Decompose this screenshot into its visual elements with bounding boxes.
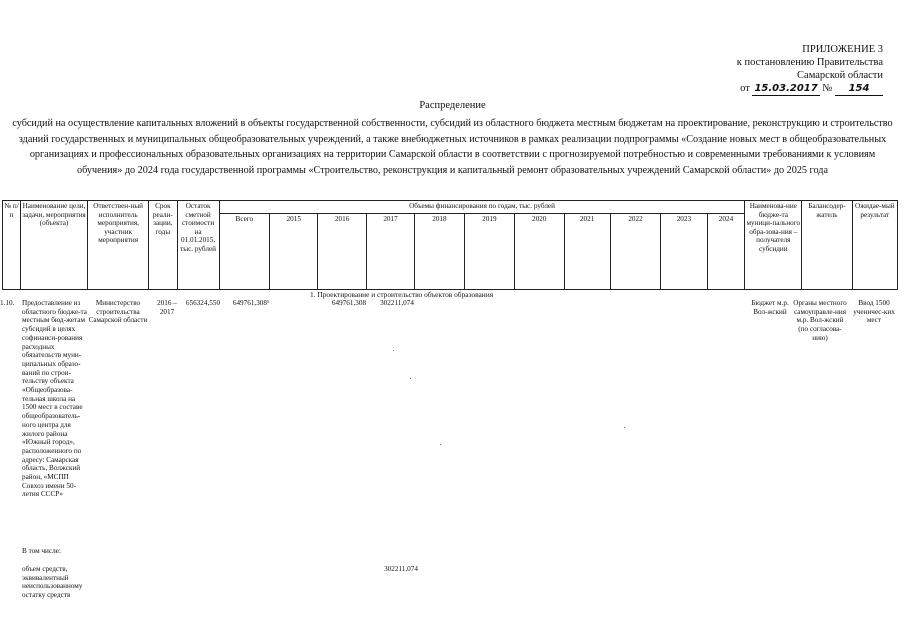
number-prefix: № bbox=[822, 83, 833, 94]
col-year: 2020 bbox=[515, 214, 564, 290]
row-holder: Органы местного самоуправле-ния м.р. Вол-жский (по согласова-нию) bbox=[793, 299, 847, 342]
decree-date: 15.03.2017 bbox=[754, 83, 818, 94]
document-title: Распределение bbox=[419, 100, 486, 111]
section-heading: 1. Проектирование и строительство объектов образования bbox=[310, 290, 494, 299]
col-year: 2017 bbox=[366, 214, 414, 290]
col-term: Срок реали-зации, годы bbox=[149, 201, 177, 290]
col-year: 2019 bbox=[464, 214, 514, 290]
scan-speck bbox=[440, 444, 441, 445]
distribution-table-header bbox=[2, 200, 898, 290]
col-total: Всего bbox=[219, 214, 269, 290]
sub-row-2017: 302211,074 bbox=[384, 565, 418, 573]
col-year: 2018 bbox=[415, 214, 464, 290]
col-year: 2015 bbox=[270, 214, 318, 290]
document-description: субсидий на осуществление капитальных вложений в объекты государственной собственности, субсидий из областного бюджета местным бюджетам на проектирование, реконструкцию и строительство зданий государственных и муниципальных общеобразовательных учреждений, а также внебюджетных источников в рамках реализации подпрограммы «Создание новых мест в общеобразовательных организациях и профессиональных образовательных организациях на территории Самарской области в соответствии с прогнозируемой потребностью и современными требованиями к условиям обучения» до 2024 года государственной программы «Строительство, реконструкция и капитальный ремонт образовательных учреждений Самарской области» до 2025 года bbox=[12, 118, 893, 176]
row-executor: Министерство строительства Самарской области bbox=[88, 299, 148, 325]
col-year: 2023 bbox=[661, 214, 707, 290]
row-name: Предоставление из областного бюдже-та местным бюд-жетам субсидий в целях софинанси-рования расходных обязательств муни-ципальных образо-ваний по строи-тельству объекта «Общеобразова-тельная школа на 1500 мест в составе общеобразователь-ного центра для жилого района «Южный город», расположенного по адресу: Самарская область, Волжский район, «МСПП Совхоз имени 50-летия СССР» bbox=[22, 299, 87, 499]
col-volumes: Объемы финансирования по годам, тыс. рублей bbox=[219, 201, 745, 214]
col-name: Наименование цели, задачи, мероприятия (объекта) bbox=[20, 201, 87, 290]
row-2017: 302211,074 bbox=[380, 299, 414, 307]
scan-speck bbox=[393, 350, 394, 351]
date-prefix: от bbox=[740, 83, 750, 94]
appendix-label: ПРИЛОЖЕНИЕ 3 bbox=[802, 44, 883, 55]
appendix-date-line bbox=[737, 82, 883, 96]
row-budget: Бюджет м.р. Вол-жский bbox=[751, 299, 789, 316]
col-executor: Ответствен-ный исполнитель мероприятия, участник мероприятия bbox=[88, 201, 149, 290]
including-label: В том числе: bbox=[22, 547, 61, 555]
decree-number: 154 bbox=[835, 82, 883, 96]
row-term: 2016 – 2017 bbox=[157, 299, 177, 316]
col-year: 2016 bbox=[318, 214, 366, 290]
col-num: № п/п bbox=[3, 201, 21, 290]
row-result: Ввод 1500 ученичес-ких мест bbox=[853, 299, 895, 325]
appendix-region: Самарской области bbox=[797, 70, 883, 81]
appendix-decree: к постановлению Правительства bbox=[736, 57, 883, 68]
col-holder: Балансодер-жатель bbox=[802, 201, 852, 290]
col-year: 2022 bbox=[610, 214, 660, 290]
row-remaining: 656324,550 bbox=[185, 299, 221, 307]
col-year: 2021 bbox=[564, 214, 610, 290]
row-number: 1.10. bbox=[0, 299, 15, 307]
scan-speck bbox=[624, 427, 625, 428]
col-result: Ожидае-мый результат bbox=[852, 201, 897, 290]
sub-row-name: объем средств, эквивалентный неиспользованному остатку средств bbox=[22, 565, 83, 600]
col-remaining: Остаток сметной стоимости на 01.01.2015, тыс. рублей bbox=[177, 201, 219, 290]
row-total: 649761,308¹ bbox=[232, 299, 270, 307]
appendix-block bbox=[737, 43, 883, 96]
row-2016: 649761,308 bbox=[331, 299, 367, 307]
scan-speck bbox=[410, 378, 411, 379]
col-budget: Наименова-ние бюдже-та муници-пального обра-зова-ния – получателя субсидии bbox=[745, 201, 802, 290]
col-year: 2024 bbox=[707, 214, 745, 290]
